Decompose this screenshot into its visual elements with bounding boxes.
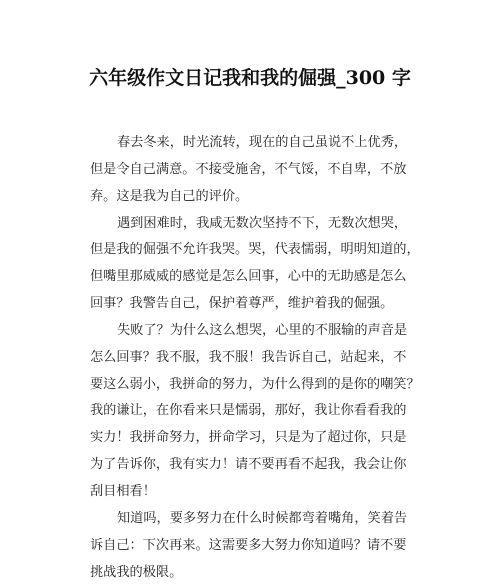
text-line: 弃。这是我为自己的评价。: [90, 184, 430, 211]
document-title: 六年级作文日记我和我的倔强_300 字: [0, 66, 500, 90]
text-line: 知道吗，要多努力在什么时候都弯着嘴角，笑着告: [90, 506, 430, 533]
text-line: 刮目相看！: [90, 479, 430, 506]
text-line: 为了告诉你，我有实力！请不要再看不起我，我会让你: [90, 452, 430, 479]
text-line: 实力！我拼命努力，拼命学习，只是为了超过你，只是: [90, 425, 430, 452]
paragraph: [90, 506, 430, 586]
text-line: 但是令自己满意。不接受施舍，不气馁，不自卑，不放: [90, 157, 430, 184]
text-line: 但嘴里那威威的感觉是怎么回事，心中的无助感是怎么: [90, 264, 430, 291]
text-line: 回事？我警告自己，保护着尊严，维护着我的倔强。: [90, 291, 430, 318]
text-line: 春去冬来，时光流转，现在的自己虽说不上优秀，: [90, 130, 430, 157]
text-line: 诉自己：下次再来。这需要多大努力你知道吗？请不要: [90, 533, 430, 560]
document-body: [90, 130, 430, 586]
text-line: 挑战我的极限。: [90, 560, 430, 586]
text-line: 失败了？为什么这么想哭，心里的不服输的声音是: [90, 318, 430, 345]
paragraph: [90, 211, 430, 318]
text-line: 我的谦让，在你看来只是懦弱，那好，我让你看看我的: [90, 398, 430, 425]
text-line: 但是我的倔强不允许我哭。哭，代表懦弱，明明知道的，: [90, 237, 430, 264]
text-line: 要这么弱小，我拼命的努力，为什么得到的是你的嘲笑？: [90, 372, 430, 399]
text-line: 怎么回事？我不服，我不服！我告诉自己，站起来，不: [90, 345, 430, 372]
paragraph: [90, 130, 430, 211]
paragraph: [90, 318, 430, 506]
text-line: 遇到困难时，我咸无数次坚持不下，无数次想哭，: [90, 211, 430, 238]
